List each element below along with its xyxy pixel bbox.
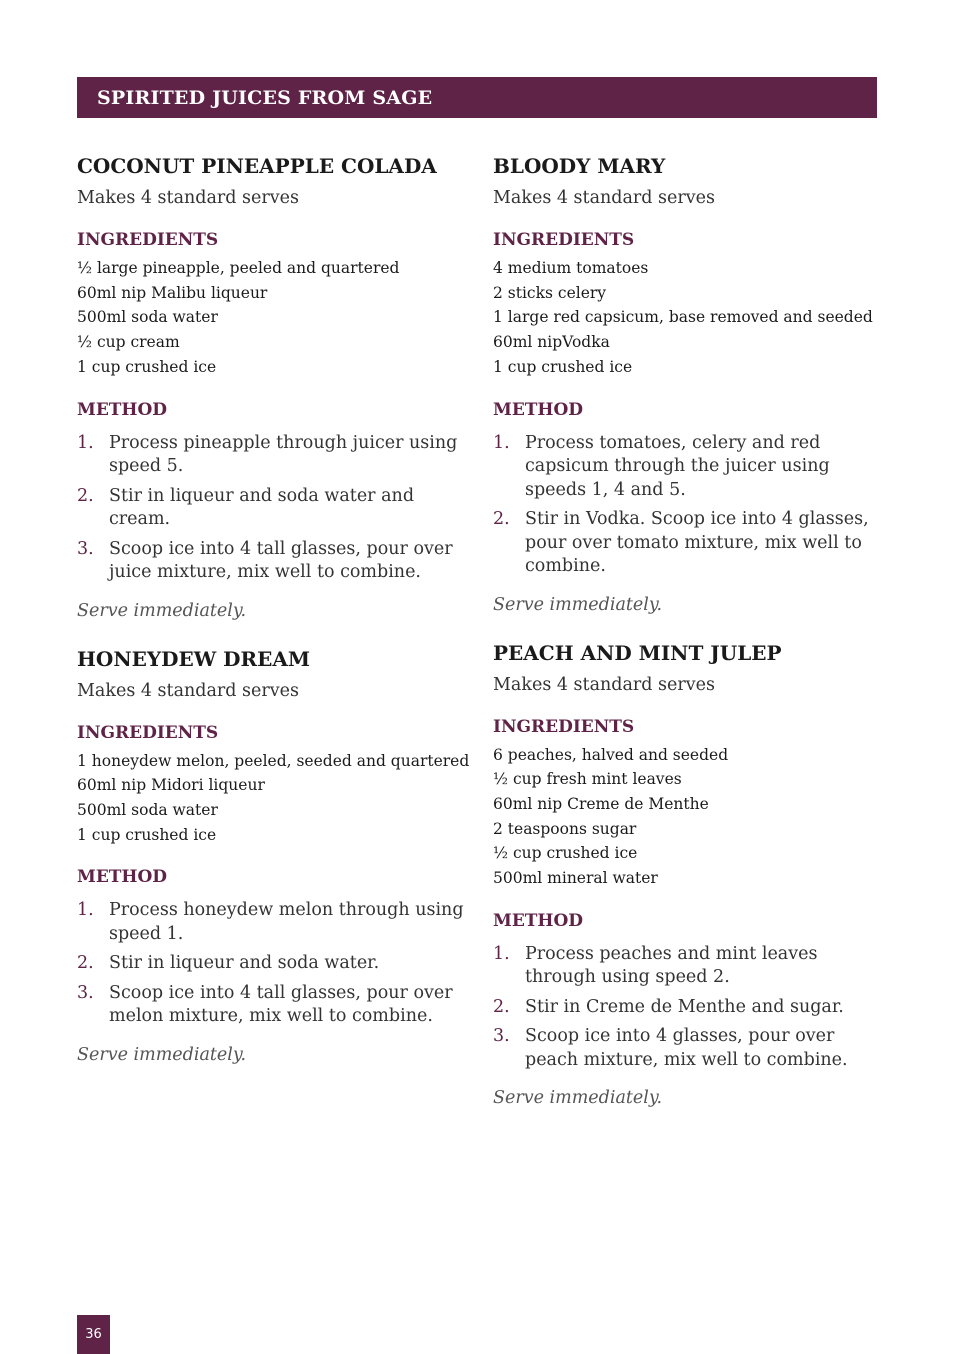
section-header — [77, 77, 877, 118]
recipe-title: COCONUT PINEAPPLE COLADA — [77, 154, 437, 178]
method-step — [77, 538, 467, 585]
method-heading: METHOD — [77, 399, 168, 420]
step-number: 3. — [77, 538, 94, 559]
ingredients-list — [77, 256, 467, 380]
step-text: Stir in liqueur and soda water. — [109, 953, 380, 974]
method-step — [493, 508, 883, 579]
step-text: Process honeydew melon through using speed 1. — [109, 900, 464, 944]
method-step — [77, 952, 467, 976]
method-heading: METHOD — [493, 910, 584, 931]
ingredients-list — [493, 256, 883, 380]
step-text: Process peaches and mint leaves through using speed 2. — [525, 943, 818, 988]
ingredient-item: 500ml soda water — [77, 800, 218, 819]
ingredient-item: 60ml nipVodka — [493, 333, 610, 352]
ingredient-item: 60ml nip Malibu liqueur — [77, 283, 268, 302]
ingredient-item: 60ml nip Creme de Menthe — [493, 794, 709, 813]
ingredient-item: ½ large pineapple, peeled and quartered — [77, 259, 400, 277]
serve-note: Serve immediately. — [493, 1088, 663, 1109]
ingredient-item: ½ cup crushed ice — [493, 844, 638, 863]
ingredient-item: 1 cup crushed ice — [77, 357, 217, 376]
ingredient-item: 2 sticks celery — [493, 283, 607, 302]
step-number: 1. — [77, 900, 94, 921]
step-text: Process tomatoes, celery and red capsicum through the juicer using speeds 1, 4 and 5. — [525, 432, 830, 500]
method-heading: METHOD — [77, 867, 168, 888]
step-text: Stir in Creme de Menthe and sugar. — [525, 996, 844, 1017]
ingredients-heading: INGREDIENTS — [77, 722, 219, 743]
method-list — [77, 432, 467, 585]
method-step — [77, 899, 467, 946]
ingredient-item: ½ cup cream — [77, 333, 180, 352]
serve-note: Serve immediately. — [77, 1044, 247, 1065]
recipe-serves: Makes 4 standard serves — [493, 188, 715, 208]
section-title: SPIRITED JUICES FROM SAGE — [97, 86, 433, 109]
ingredient-item: 500ml mineral water — [493, 869, 658, 888]
method-step — [493, 1025, 883, 1072]
ingredient-item: 4 medium tomatoes — [493, 259, 649, 277]
method-step — [77, 432, 467, 479]
method-step — [493, 943, 883, 990]
step-number: 3. — [493, 1026, 510, 1047]
step-text: Scoop ice into 4 tall glasses, pour over juice mixture, mix well to combine. — [109, 538, 453, 583]
serve-note: Serve immediately. — [493, 594, 663, 615]
ingredient-item: 60ml nip Midori liqueur — [77, 776, 265, 795]
recipe-serves: Makes 4 standard serves — [77, 188, 299, 208]
step-text: Scoop ice into 4 glasses, pour over peach mixture, mix well to combine. — [525, 1026, 848, 1070]
method-step — [493, 432, 883, 503]
ingredient-item: 2 teaspoons sugar — [493, 819, 637, 838]
left-column — [77, 152, 470, 1089]
ingredient-item: 1 cup crushed ice — [493, 357, 633, 376]
step-text: Process pineapple through juicer using speed 5. — [109, 432, 458, 477]
ingredients-heading: INGREDIENTS — [77, 230, 219, 250]
method-list — [493, 432, 883, 579]
ingredients-list — [493, 743, 883, 891]
ingredient-item: 1 cup crushed ice — [77, 825, 217, 844]
recipe-card — [77, 645, 470, 1067]
ingredient-item: 6 peaches, halved and seeded — [493, 745, 729, 764]
step-text: Stir in Vodka. Scoop ice into 4 glasses, pour over tomato mixture, mix well to combine. — [525, 509, 869, 577]
recipe-card — [493, 639, 883, 1111]
step-number: 2. — [493, 996, 510, 1017]
recipe-card — [493, 152, 883, 617]
method-step — [493, 996, 883, 1020]
recipe-serves: Makes 4 standard serves — [493, 674, 715, 695]
step-number: 1. — [493, 432, 510, 453]
ingredient-item: 1 honeydew melon, peeled, seeded and quartered — [77, 751, 470, 770]
step-number: 1. — [493, 943, 510, 964]
method-step — [77, 982, 467, 1029]
step-number: 2. — [493, 509, 510, 530]
ingredient-item: 500ml soda water — [77, 308, 218, 327]
step-text: Scoop ice into 4 tall glasses, pour over melon mixture, mix well to combine. — [109, 982, 453, 1027]
recipe-title: HONEYDEW DREAM — [77, 646, 310, 671]
method-step — [77, 485, 467, 532]
step-number: 1. — [77, 432, 94, 453]
step-number: 2. — [77, 953, 94, 974]
recipe-title: PEACH AND MINT JULEP — [493, 640, 782, 665]
ingredients-heading: INGREDIENTS — [493, 230, 635, 250]
ingredients-list — [77, 749, 470, 848]
ingredient-item: ½ cup fresh mint leaves — [493, 770, 682, 789]
ingredients-heading: INGREDIENTS — [493, 716, 635, 737]
step-number: 3. — [77, 982, 94, 1003]
recipe-serves: Makes 4 standard serves — [77, 680, 299, 701]
recipe-title: BLOODY MARY — [493, 154, 666, 178]
step-number: 2. — [77, 485, 94, 506]
ingredient-item: 1 large red capsicum, base removed and seeded — [493, 308, 873, 327]
method-heading: METHOD — [493, 399, 584, 420]
method-list — [77, 899, 467, 1029]
recipe-card — [77, 152, 467, 623]
method-list — [493, 943, 883, 1073]
step-text: Stir in liqueur and soda water and cream. — [109, 485, 415, 530]
page-number: 36 — [77, 1315, 110, 1354]
right-column — [493, 152, 883, 1132]
serve-note: Serve immediately. — [77, 600, 247, 621]
